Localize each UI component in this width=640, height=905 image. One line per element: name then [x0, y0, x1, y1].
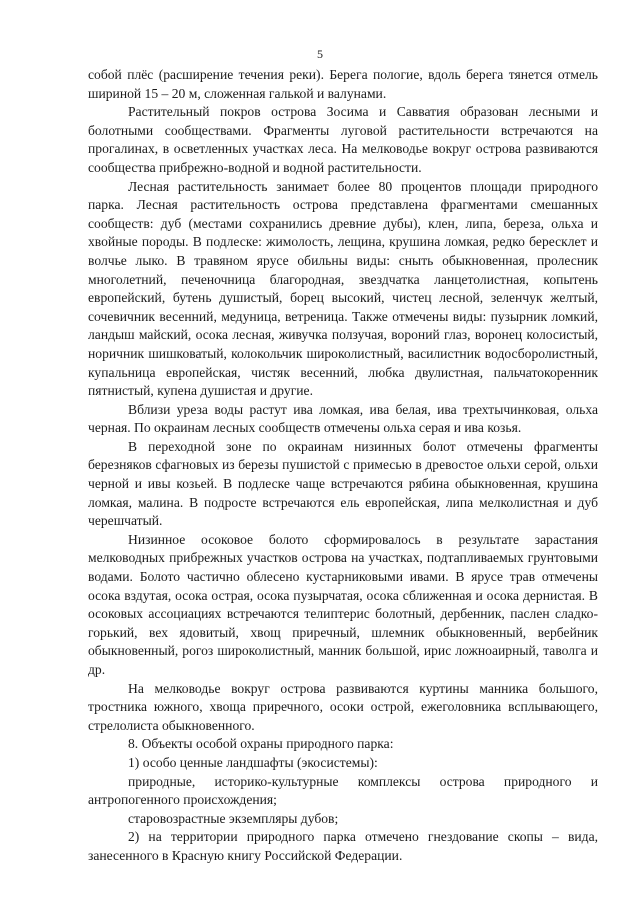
paragraph-natural-complexes: природные, историко-культурные комплексы острова природного и антропогенного происхождения;	[88, 773, 598, 808]
paragraph-shallow-water: На мелководье вокруг острова развиваются куртины манника большого, тростника южного, хвоща приречного, осоки острой, ежеголовника всплывающего, стрелолиста обыкновенного.	[88, 680, 598, 733]
paragraph-shoreline-willows: Вблизи уреза воды растут ива ломкая, ива белая, ива трехтычинковая, ольха черная. По окраинам лесных сообществ отмечены ольха серая и ива козья.	[88, 401, 598, 436]
page-body	[88, 66, 598, 866]
paragraph-vegetation-cover: Растительный покров острова Зосима и Савватия образован лесными и болотными сообществами. Фрагменты луговой растительности встречаются на прогалинах, в осветленных участках леса. На мелководье вокруг острова развиваются сообщества прибрежно-водной и водной растительности.	[88, 104, 598, 175]
paragraph-protected-objects-heading: 8. Объекты особой охраны природного парка:	[128, 736, 394, 752]
paragraph-valuable-landscapes: 1) особо ценные ландшафты (экосистемы):	[128, 754, 378, 770]
paragraph-old-oaks: старовозрастные экземпляры дубов;	[128, 810, 339, 826]
paragraph-transition-zone: В переходной зоне по окраинам низинных болот отмечены фрагменты березняков сфагновых из березы пушистой с примесью в древостое ольхи серой, ольхи черной и ивы козьей. В подлеске чаще встречаются рябина обыкновенная, крушина ломкая, малина. В подросте встречаются ель европейская, липа мелколистная и дуб черешчатый.	[88, 438, 598, 529]
paragraph-sedge-bog: Низинное осоковое болото сформировалось в результате зарастания мелководных прибрежных участков острова на участках, подтапливаемых грунтовыми водами. Болото частично облесено кустарниковыми ивами. В ярусе трав отмечены осока вздутая, осока острая, осока пузырчатая, осока сближенная и осока дернистая. В осоковых ассоциациях встречаются телиптерис болотный, дербенник, паслен сладко-горький, вех ядовитый, хвощ приречный, шлемник обыкновенный, вербейник обыкновенный, рогоз широколистный, манник большой, ирис ложноаирный, таволга и др.	[88, 531, 598, 677]
paragraph-forest-vegetation: Лесная растительность занимает более 80 процентов площади природного парка. Лесная растительность острова представлена фрагментами смешанных сообществ: дуб (местами сохранились древние дубы), клен, липа, береза, ольха и хвойные породы. В подлеске: жимолость, лещина, крушина ломкая, редко бересклет и волчье лыко. В травяном ярусе обильны виды: сныть обыкновенная, пролесник многолетний, печеночница благородная, звездчатка ланцетолистная, копытень европейский, бутень душистый, борец высокий, чистец лесной, зеленчук желтый, сочевичник весенний, медуница, ветреница. Также отмечены виды: пузырник ломкий, ландыш майский, осока лесная, живучка ползучая, вороний глаз, воронец колосистый, норичник шишковатый, колокольчик широколистный, василистник водосборолистный, купальница европейская, чистяк весенний, любка двулистная, пальчатокоренник пятнистый, купена душистая и другие.	[88, 178, 598, 399]
paragraph-osprey-nesting: 2) на территории природного парка отмечено гнездование скопы – вида, занесенного в Красную книгу Российской Федерации.	[88, 829, 598, 863]
page-number: 5	[317, 47, 323, 61]
paragraph-river-banks: собой плёс (расширение течения реки). Берега пологие, вдоль берега тянется отмель шириной 15 – 20 м, сложенная галькой и валунами.	[88, 67, 598, 101]
